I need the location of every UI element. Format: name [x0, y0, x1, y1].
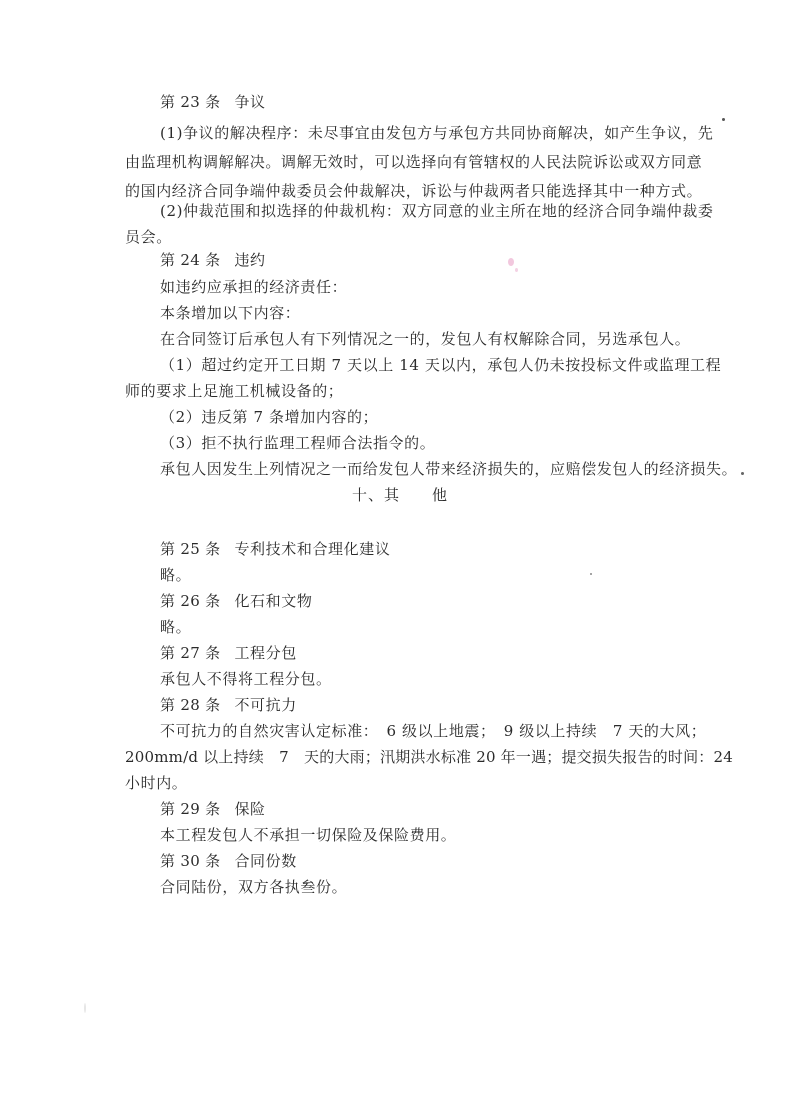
article-24-line-7: （3）拒不执行监理工程师合法指令的。 — [160, 434, 436, 452]
article-29-body: 本工程发包人不承担一切保险及保险费用。 — [160, 826, 457, 844]
article-23-number: 第 23 条 — [160, 93, 221, 111]
article-24-heading — [160, 250, 266, 270]
article-24-line-2: 本条增加以下内容： — [160, 304, 301, 322]
scan-speck — [590, 573, 592, 575]
article-27-number: 第 27 条 — [160, 644, 221, 662]
article-24-line-6: （2）违反第 7 条增加内容的； — [160, 408, 379, 426]
article-29-number: 第 29 条 — [160, 800, 221, 818]
article-30-heading — [160, 851, 297, 871]
article-28-heading — [160, 695, 297, 715]
article-26-heading — [160, 591, 312, 611]
article-27-heading — [160, 643, 297, 663]
article-25-body: 略。 — [160, 566, 192, 584]
article-26-body: 略。 — [160, 618, 192, 636]
scan-speck — [741, 472, 744, 475]
article-27-body: 承包人不得将工程分包。 — [160, 670, 332, 688]
article-30-title: 合同份数 — [234, 852, 297, 870]
article-25-heading — [160, 539, 390, 559]
article-24-line-8: 承包人因发生上列情况之一而给发包人带来经济损失的，应赔偿发包人的经济损失。 — [160, 460, 738, 478]
scan-speck — [508, 258, 514, 266]
article-23-p2-line-1: (2)仲裁范围和拟选择的仲裁机构：双方同意的业主所在地的经济合同争端仲裁委 — [160, 202, 714, 220]
article-23-heading — [160, 92, 266, 112]
article-23-p2-line-2: 员会。 — [125, 228, 172, 246]
article-27-title: 工程分包 — [234, 644, 297, 662]
article-28-number: 第 28 条 — [160, 696, 221, 714]
article-24-number: 第 24 条 — [160, 251, 221, 269]
article-28-line-1: 不可抗力的自然灾害认定标准： 6 级以上地震； 9 级以上持续 7 天的大风； — [160, 722, 707, 740]
article-29-heading — [160, 799, 266, 819]
scan-speck — [722, 118, 725, 121]
article-23-p1-line-2: 由监理机构调解解决。调解无效时，可以选择向有管辖权的人民法院诉讼或双方同意 — [125, 153, 703, 171]
article-26-number: 第 26 条 — [160, 592, 221, 610]
article-24-line-1: 如违约应承担的经济责任： — [160, 278, 348, 296]
article-28-line-3: 小时内。 — [125, 774, 188, 792]
article-25-number: 第 25 条 — [160, 540, 221, 558]
article-28-line-2: 200mm/d 以上持续 7 天的大雨；汛期洪水标准 20 年一遇；提交损失报告的时间：24 — [125, 748, 733, 766]
article-23-p1-line-1: (1)争议的解决程序：未尽事宜由发包方与承包方共同协商解决，如产生争议，先 — [160, 124, 714, 142]
article-24-line-3: 在合同签订后承包人有下列情况之一的，发包人有权解除合同，另选承包人。 — [160, 330, 691, 348]
scan-speck — [84, 1003, 86, 1013]
article-23-p1-line-3: 的国内经济合同争端仲裁委员会仲裁解决，诉讼与仲裁两者只能选择其中一种方式。 — [125, 182, 703, 200]
article-24-line-5: 师的要求上足施工机械设备的； — [125, 382, 344, 400]
article-24-line-4: （1）超过约定开工日期 7 天以上 14 天以内，承包人仍未按投标文件或监理工程 — [160, 356, 722, 374]
section-title: 十、其 他 — [351, 486, 448, 504]
article-30-body: 合同陆份，双方各执叁份。 — [160, 878, 348, 896]
article-26-title: 化石和文物 — [234, 592, 313, 610]
article-30-number: 第 30 条 — [160, 852, 221, 870]
article-29-title: 保险 — [234, 800, 266, 818]
article-23-title: 争议 — [234, 93, 266, 111]
scan-speck — [515, 268, 518, 272]
article-25-title: 专利技术和合理化建议 — [234, 540, 391, 558]
article-28-title: 不可抗力 — [234, 696, 297, 714]
article-24-title: 违约 — [234, 251, 266, 269]
